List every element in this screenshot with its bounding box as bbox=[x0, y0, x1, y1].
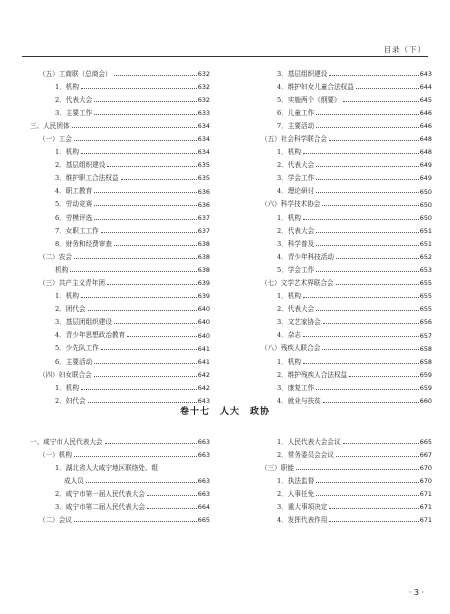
toc-entry-page: 638 bbox=[197, 266, 210, 275]
toc-entry-page: 655 bbox=[419, 292, 432, 301]
toc-entry bbox=[30, 339, 210, 352]
toc-entry-title: 2．人事任免 bbox=[277, 489, 315, 498]
toc-entry-title: （一）工会 bbox=[39, 134, 72, 143]
dot-leader bbox=[336, 258, 419, 259]
toc-entry bbox=[252, 195, 432, 208]
toc-entry-page: 663 bbox=[197, 490, 210, 499]
dot-leader bbox=[101, 349, 197, 350]
toc-entry bbox=[252, 129, 432, 142]
toc-entry-title: 3．科学普及 bbox=[277, 239, 315, 248]
toc-entry bbox=[252, 64, 432, 77]
toc-entry-title: 7．女职工工作 bbox=[55, 226, 99, 235]
toc-entry-page: 658 bbox=[419, 357, 432, 366]
toc-entry bbox=[30, 432, 210, 445]
dot-leader bbox=[74, 140, 197, 141]
toc-entry bbox=[30, 391, 210, 404]
toc-entry-page: 643 bbox=[197, 397, 210, 406]
toc-entry bbox=[30, 458, 210, 471]
toc-entry bbox=[30, 260, 210, 273]
toc-entry-page: 667 bbox=[419, 450, 432, 459]
toc-entry-title: 2．代表大会 bbox=[277, 226, 315, 235]
toc-entry-title: （四）妇女联合会 bbox=[39, 370, 92, 379]
dot-leader bbox=[94, 376, 197, 377]
toc-entry bbox=[30, 511, 210, 524]
toc-column-right-top bbox=[252, 64, 432, 404]
toc-entry-title: （三）职能 bbox=[261, 463, 294, 472]
toc-entry-page: 632 bbox=[197, 82, 210, 91]
toc-entry-title: （七）文学艺术界联合会 bbox=[261, 279, 334, 287]
toc-entry bbox=[30, 64, 210, 77]
toc-entry-page: 641 bbox=[197, 344, 210, 353]
toc-entry-page: 632 bbox=[197, 69, 210, 78]
dot-leader bbox=[81, 153, 197, 154]
toc-entry bbox=[30, 208, 210, 221]
dot-leader bbox=[107, 284, 197, 285]
dot-leader bbox=[349, 376, 419, 377]
dot-leader bbox=[316, 310, 419, 311]
toc-entry bbox=[252, 287, 432, 300]
toc-entry-title: 4．就业与扶贫 bbox=[277, 396, 321, 405]
toc-entry bbox=[252, 143, 432, 156]
toc-entry bbox=[252, 208, 432, 221]
dot-leader bbox=[316, 245, 419, 246]
dot-leader bbox=[316, 495, 419, 496]
header-rule bbox=[22, 56, 428, 57]
toc-entry-page: 639 bbox=[197, 279, 210, 288]
toc-entry-title: 3．重大事项决定 bbox=[277, 502, 328, 511]
toc-entry-title: 2．维护残疾人合法权益 bbox=[277, 370, 348, 379]
toc-entry-title: 3．维护职工合法权益 bbox=[55, 174, 119, 183]
toc-entry-page: 671 bbox=[419, 490, 432, 499]
toc-entry-page: 663 bbox=[197, 476, 210, 485]
toc-entry-title: 1．机构 bbox=[55, 82, 79, 91]
dot-leader bbox=[147, 508, 197, 509]
toc-entry-page: 655 bbox=[419, 279, 432, 288]
toc-entry bbox=[252, 471, 432, 484]
toc-entry-page: 638 bbox=[197, 253, 210, 261]
toc-entry-title: 5．实施两个《纲要》 bbox=[277, 95, 341, 104]
dot-leader bbox=[72, 127, 197, 128]
dot-leader bbox=[316, 114, 419, 115]
toc-entry-page: 665 bbox=[197, 516, 210, 525]
toc-entry-page: 664 bbox=[197, 503, 210, 512]
dot-leader bbox=[343, 101, 419, 102]
dot-leader bbox=[316, 192, 419, 193]
toc-entry bbox=[252, 352, 432, 365]
toc-entry-page: 638 bbox=[197, 239, 210, 248]
toc-entry-title: 一、咸宁市人民代表大会 bbox=[30, 437, 103, 446]
toc-entry bbox=[30, 195, 210, 208]
toc-entry bbox=[30, 234, 210, 247]
toc-entry-page: 656 bbox=[419, 318, 432, 327]
toc-entry-title: 成人员 bbox=[64, 476, 84, 485]
toc-column-left-top bbox=[30, 64, 210, 404]
toc-entry-title: 3．咸宁市第二届人民代表大会 bbox=[55, 502, 145, 511]
dot-leader bbox=[329, 75, 418, 76]
toc-entry bbox=[30, 484, 210, 497]
toc-entry-title: 4．青少年思想政治教育 bbox=[55, 331, 126, 340]
dot-leader bbox=[322, 205, 418, 206]
toc-entry-page: 670 bbox=[419, 463, 432, 472]
toc-entry-page: 658 bbox=[419, 344, 432, 353]
toc-entry bbox=[30, 156, 210, 169]
dot-leader bbox=[316, 389, 419, 390]
dot-leader bbox=[81, 297, 197, 298]
toc-entry-title: （三）共产主义青年团 bbox=[39, 279, 105, 287]
toc-entry-title: 6．主要活动 bbox=[55, 357, 93, 366]
toc-entry bbox=[30, 274, 210, 287]
toc-entry-title: 2．团代会 bbox=[55, 305, 86, 314]
toc-entry bbox=[30, 77, 210, 90]
toc-entry bbox=[252, 234, 432, 247]
toc-entry-page: 652 bbox=[419, 253, 432, 261]
toc-entry bbox=[252, 156, 432, 169]
toc-entry bbox=[30, 365, 210, 378]
toc-entry bbox=[252, 445, 432, 458]
toc-entry-page: 663 bbox=[197, 437, 210, 446]
toc-entry bbox=[252, 221, 432, 234]
page-number: · 3 · bbox=[408, 588, 424, 597]
toc-entry bbox=[252, 260, 432, 273]
dot-leader bbox=[94, 101, 197, 102]
dot-leader bbox=[323, 402, 419, 403]
toc-entry-page: 649 bbox=[419, 174, 432, 183]
toc-entry-page: 640 bbox=[197, 331, 210, 340]
toc-entry-title: 1．机构 bbox=[277, 292, 301, 301]
dot-leader bbox=[74, 521, 197, 522]
toc-entry-title: 2．代表大会 bbox=[277, 161, 315, 170]
toc-entry-title: 1．湖北省人大咸宁地区联络处、组 bbox=[55, 463, 159, 472]
dot-leader bbox=[356, 88, 419, 89]
toc-entry-page: 642 bbox=[197, 370, 210, 379]
section-title: 卷十七 人大 政协 bbox=[179, 407, 270, 417]
toc-entry bbox=[252, 497, 432, 510]
dot-leader bbox=[81, 389, 197, 390]
dot-leader bbox=[303, 336, 419, 337]
toc-entry-title: 2．代表大会 bbox=[55, 95, 93, 104]
toc-entry bbox=[30, 326, 210, 339]
toc-entry bbox=[252, 247, 432, 260]
dot-leader bbox=[147, 495, 197, 496]
dot-leader bbox=[316, 166, 419, 167]
dot-leader bbox=[329, 508, 418, 509]
toc-entry bbox=[252, 511, 432, 524]
dot-leader bbox=[94, 363, 197, 364]
toc-entry-title: 2．基层组织建设 bbox=[55, 161, 106, 170]
dot-leader bbox=[296, 469, 419, 470]
dot-leader bbox=[316, 271, 419, 272]
toc-entry-title: 2．代表大会 bbox=[277, 305, 315, 314]
toc-entry bbox=[30, 129, 210, 142]
toc-entry-page: 648 bbox=[419, 148, 432, 157]
toc-entry bbox=[252, 182, 432, 195]
toc-entry bbox=[252, 432, 432, 445]
dot-leader bbox=[86, 482, 197, 483]
toc-entry-page: 650 bbox=[419, 213, 432, 222]
toc-entry bbox=[252, 365, 432, 378]
toc-entry-page: 653 bbox=[419, 266, 432, 275]
toc-entry-page: 649 bbox=[419, 161, 432, 170]
toc-entry-title: 3．康复工作 bbox=[277, 383, 315, 392]
toc-entry bbox=[252, 391, 432, 404]
toc-column-left-bottom bbox=[30, 432, 210, 524]
toc-entry-title: 7．主要活动 bbox=[277, 121, 315, 130]
toc-entry-title: 8．财务和经费审查 bbox=[55, 239, 112, 248]
dot-leader bbox=[336, 456, 419, 457]
dot-leader bbox=[121, 179, 197, 180]
toc-entry-title: （五）社会科学联合会 bbox=[261, 134, 327, 143]
dot-leader bbox=[303, 363, 419, 364]
dot-leader bbox=[94, 219, 197, 220]
toc-entry-page: 634 bbox=[197, 135, 210, 144]
toc-entry-title: 4．职工教育 bbox=[55, 187, 93, 196]
dot-leader bbox=[107, 166, 196, 167]
toc-entry-title: （六）科学技术协会 bbox=[261, 200, 321, 209]
dot-leader bbox=[94, 192, 197, 193]
toc-entry-page: 650 bbox=[419, 200, 432, 209]
toc-entry-title: 5．劳动竞赛 bbox=[55, 200, 93, 209]
toc-entry-page: 645 bbox=[419, 95, 432, 104]
toc-entry-title: 4．杂志 bbox=[277, 331, 301, 340]
toc-entry bbox=[30, 287, 210, 300]
toc-entry-page: 636 bbox=[197, 187, 210, 196]
toc-entry bbox=[252, 484, 432, 497]
toc-entry bbox=[252, 116, 432, 129]
dot-leader bbox=[316, 482, 419, 483]
toc-entry-title: （二）农会 bbox=[39, 252, 72, 261]
toc-entry-title: 5．少先队工作 bbox=[55, 344, 99, 353]
toc-entry bbox=[30, 221, 210, 234]
toc-entry bbox=[252, 339, 432, 352]
dot-leader bbox=[74, 456, 197, 457]
toc-entry bbox=[30, 182, 210, 195]
toc-entry-page: 671 bbox=[419, 503, 432, 512]
toc-entry-page: 634 bbox=[197, 148, 210, 157]
dot-leader bbox=[323, 323, 419, 324]
toc-entry-page: 659 bbox=[419, 370, 432, 379]
toc-entry-page: 659 bbox=[419, 383, 432, 392]
toc-entry bbox=[30, 116, 210, 129]
toc-entry-title: 6．儿童工作 bbox=[277, 108, 315, 117]
toc-entry-title: 1．机构 bbox=[277, 148, 301, 157]
toc-entry-page: 651 bbox=[419, 239, 432, 248]
toc-entry-page: 643 bbox=[419, 69, 432, 78]
dot-leader bbox=[70, 271, 197, 272]
toc-entry-title: 三、人民团体 bbox=[30, 121, 70, 130]
toc-entry-page: 635 bbox=[197, 161, 210, 170]
toc-entry-page: 660 bbox=[419, 397, 432, 406]
toc-entry bbox=[30, 378, 210, 391]
dot-leader bbox=[101, 232, 197, 233]
toc-entry bbox=[30, 103, 210, 116]
dot-leader bbox=[303, 297, 419, 298]
toc-column-right-bottom bbox=[252, 432, 432, 524]
toc-entry-title: （八）残疾人联合会 bbox=[261, 344, 321, 353]
dot-leader bbox=[114, 245, 197, 246]
toc-entry bbox=[30, 247, 210, 260]
toc-entry-title: 1．机构 bbox=[55, 148, 79, 157]
toc-entry-title: 2．常务委员会会议 bbox=[277, 450, 334, 459]
toc-entry-page: 665 bbox=[419, 437, 432, 446]
toc-entry-title: 1．机构 bbox=[277, 357, 301, 366]
dot-leader bbox=[322, 349, 418, 350]
toc-entry bbox=[252, 90, 432, 103]
toc-entry-page: 642 bbox=[197, 383, 210, 392]
toc-entry-title: （一）机构 bbox=[39, 450, 72, 459]
toc-entry-page: 634 bbox=[197, 122, 210, 131]
toc-entry-page: 648 bbox=[419, 135, 432, 144]
toc-entry-title: 3．基层团组织建设 bbox=[55, 318, 112, 327]
toc-entry-page: 635 bbox=[197, 174, 210, 183]
toc-entry bbox=[30, 471, 210, 484]
toc-entry-title: 4．发挥代表作用 bbox=[277, 516, 328, 525]
toc-entry-page: 636 bbox=[197, 200, 210, 209]
running-header-title: 目录（下） bbox=[383, 45, 426, 54]
toc-entry-page: 633 bbox=[197, 108, 210, 117]
toc-entry bbox=[252, 169, 432, 182]
toc-entry-page: 639 bbox=[197, 292, 210, 301]
toc-entry-page: 650 bbox=[419, 187, 432, 196]
toc-entry bbox=[30, 445, 210, 458]
toc-entry-title: 2．咸宁市第一届人民代表大会 bbox=[55, 489, 145, 498]
dot-leader bbox=[74, 258, 197, 259]
toc-entry bbox=[252, 103, 432, 116]
toc-entry bbox=[252, 458, 432, 471]
toc-entry bbox=[252, 313, 432, 326]
toc-entry-title: 1．机构 bbox=[55, 383, 79, 392]
toc-entry-page: 641 bbox=[197, 357, 210, 366]
toc-entry-page: 670 bbox=[419, 476, 432, 485]
dot-leader bbox=[343, 443, 419, 444]
dot-leader bbox=[105, 443, 197, 444]
toc-entry bbox=[252, 300, 432, 313]
toc-entry bbox=[30, 313, 210, 326]
toc-entry-title: 4．维护妇女儿童合法权益 bbox=[277, 82, 354, 91]
dot-leader bbox=[127, 336, 197, 337]
toc-entry-page: 640 bbox=[197, 305, 210, 314]
toc-entry-title: 1．机构 bbox=[277, 213, 301, 222]
dot-leader bbox=[329, 521, 418, 522]
toc-entry-title: 1．人民代表大会会议 bbox=[277, 437, 341, 446]
toc-entry-title: （二）会议 bbox=[39, 516, 72, 525]
toc-entry-page: 671 bbox=[419, 516, 432, 525]
toc-entry bbox=[30, 169, 210, 182]
toc-entry bbox=[252, 77, 432, 90]
dot-leader bbox=[88, 310, 197, 311]
toc-entry-page: 646 bbox=[419, 122, 432, 131]
dot-leader bbox=[336, 284, 419, 285]
toc-entry-page: 655 bbox=[419, 305, 432, 314]
toc-entry-page: 637 bbox=[197, 226, 210, 235]
toc-entry-page: 663 bbox=[197, 450, 210, 459]
dot-leader bbox=[81, 88, 197, 89]
toc-entry bbox=[30, 90, 210, 103]
toc-entry-title: 机构 bbox=[55, 265, 69, 274]
toc-entry bbox=[30, 300, 210, 313]
toc-entry-title: 3．基层组织建设 bbox=[277, 69, 328, 78]
toc-entry-page: 657 bbox=[419, 331, 432, 340]
toc-entry bbox=[252, 274, 432, 287]
dot-leader bbox=[316, 127, 419, 128]
toc-entry-title: （五）工商联（总商会） bbox=[39, 69, 112, 78]
toc-entry bbox=[30, 497, 210, 510]
dot-leader bbox=[114, 75, 197, 76]
toc-entry bbox=[252, 378, 432, 391]
toc-entry bbox=[30, 143, 210, 156]
toc-entry-page: 637 bbox=[197, 213, 210, 222]
toc-entry-page: 632 bbox=[197, 95, 210, 104]
toc-entry-title: 4．青少年科技活动 bbox=[277, 252, 334, 261]
dot-leader bbox=[329, 140, 419, 141]
toc-entry-page: 651 bbox=[419, 226, 432, 235]
toc-entry-title: 6．劳模评选 bbox=[55, 213, 93, 222]
toc-entry bbox=[252, 326, 432, 339]
dot-leader bbox=[114, 323, 197, 324]
toc-entry-title: 5．学会工作 bbox=[277, 265, 315, 274]
toc-entry-page: 640 bbox=[197, 318, 210, 327]
toc-entry-title: 3．学会工作 bbox=[277, 174, 315, 183]
toc-entry-title: 1．机构 bbox=[55, 292, 79, 301]
toc-entry-title: 3．主要工作 bbox=[55, 108, 93, 117]
toc-entry-page: 646 bbox=[419, 108, 432, 117]
dot-leader bbox=[94, 114, 197, 115]
dot-leader bbox=[303, 153, 419, 154]
toc-entry-page: 644 bbox=[419, 82, 432, 91]
toc-entry-title: 3．文艺家协会 bbox=[277, 318, 321, 327]
dot-leader bbox=[94, 205, 197, 206]
dot-leader bbox=[316, 179, 419, 180]
dot-leader bbox=[303, 219, 419, 220]
toc-entry bbox=[30, 352, 210, 365]
dot-leader bbox=[88, 402, 197, 403]
toc-entry-title: 1．执法监督 bbox=[277, 476, 315, 485]
toc-entry-title: 4．理论研讨 bbox=[277, 187, 315, 196]
toc-entry-title: 2．妇代会 bbox=[55, 396, 86, 405]
dot-leader bbox=[316, 232, 419, 233]
